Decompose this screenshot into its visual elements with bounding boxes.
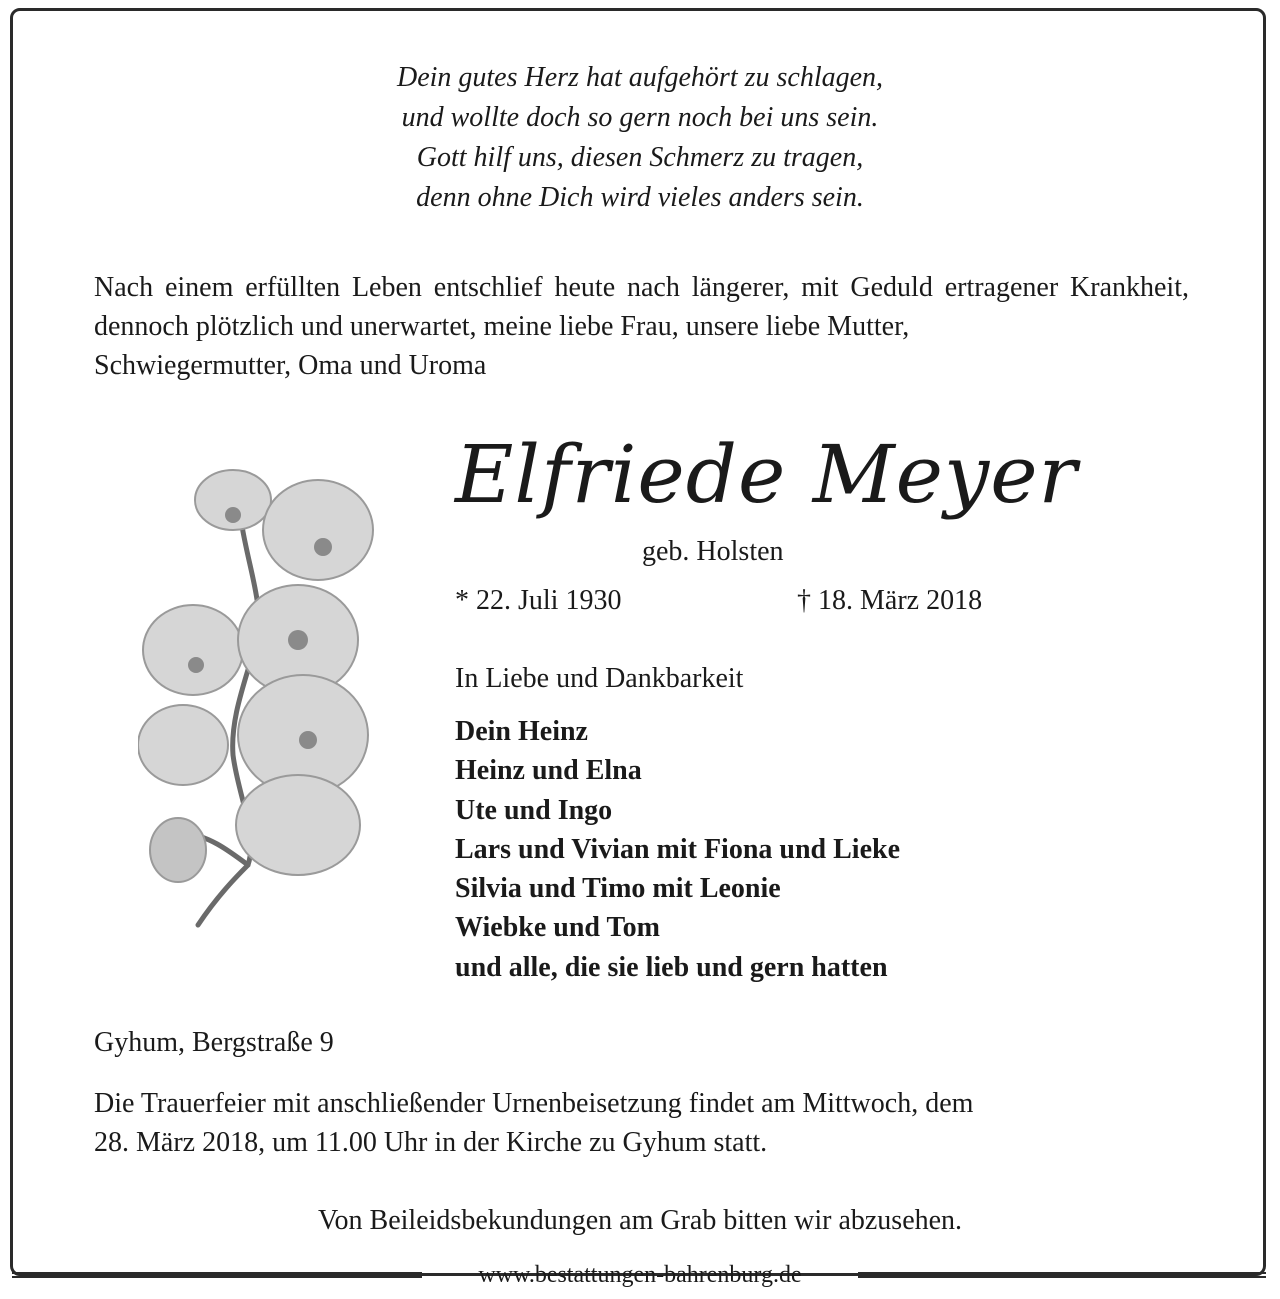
address: Gyhum, Bergstraße 9 <box>94 1027 334 1058</box>
orchid-icon <box>138 455 398 935</box>
service-line: Die Trauerfeier mit anschließender Urnenbeisetzung findet am Mittwoch, dem <box>94 1088 974 1119</box>
service-info <box>94 1084 973 1162</box>
intro-text: Nach einem erfüllten Leben entschlief heute nach längerer, mit Geduld ertragener Krankheit, dennoch plötzlich und unerwartet, meine liebe Frau, unsere liebe Mutter, <box>94 272 1189 342</box>
poem-line: Gott hilf uns, diesen Schmerz zu tragen, <box>416 142 864 173</box>
death-date: † 18. März 2018 <box>797 585 983 616</box>
intro-last-line: Schwiegermutter, Oma und Uroma <box>94 350 487 381</box>
deceased-name: Elfriede Meyer <box>455 428 1078 521</box>
mourner: Wiebke und Tom <box>455 912 660 944</box>
birth-date: * 22. Juli 1930 <box>455 585 622 616</box>
mourner: Lars und Vivian mit Fiona und Lieke <box>455 833 901 865</box>
footer-url[interactable]: www.bestattungen-bahrenburg.de <box>478 1262 802 1288</box>
mourners-list <box>455 712 900 987</box>
mourner: Silvia und Timo mit Leonie <box>455 873 781 905</box>
mourner: Dein Heinz <box>455 716 588 747</box>
poem-line: Dein gutes Herz hat aufgehört zu schlagen, <box>396 62 884 93</box>
poem-line: und wollte doch so gern noch bei uns sein. <box>401 102 879 133</box>
service-line: 28. März 2018, um 11.00 Uhr in der Kirche zu Gyhum statt. <box>94 1127 768 1158</box>
condolence-note: Von Beileidsbekundungen am Grab bitten wir abzusehen. <box>317 1205 963 1236</box>
footer <box>0 1262 1280 1292</box>
mourner: und alle, die sie lieb und gern hatten <box>455 951 888 983</box>
mourner: Ute und Ingo <box>455 794 613 826</box>
maiden-name: geb. Holsten <box>642 536 784 567</box>
thanks-line: In Liebe und Dankbarkeit <box>455 663 744 694</box>
poem-line: denn ohne Dich wird vieles anders sein. <box>416 182 864 213</box>
poem <box>0 58 1280 218</box>
footer-rule-right <box>858 1272 1266 1278</box>
mourner: Heinz und Elna <box>455 755 642 787</box>
